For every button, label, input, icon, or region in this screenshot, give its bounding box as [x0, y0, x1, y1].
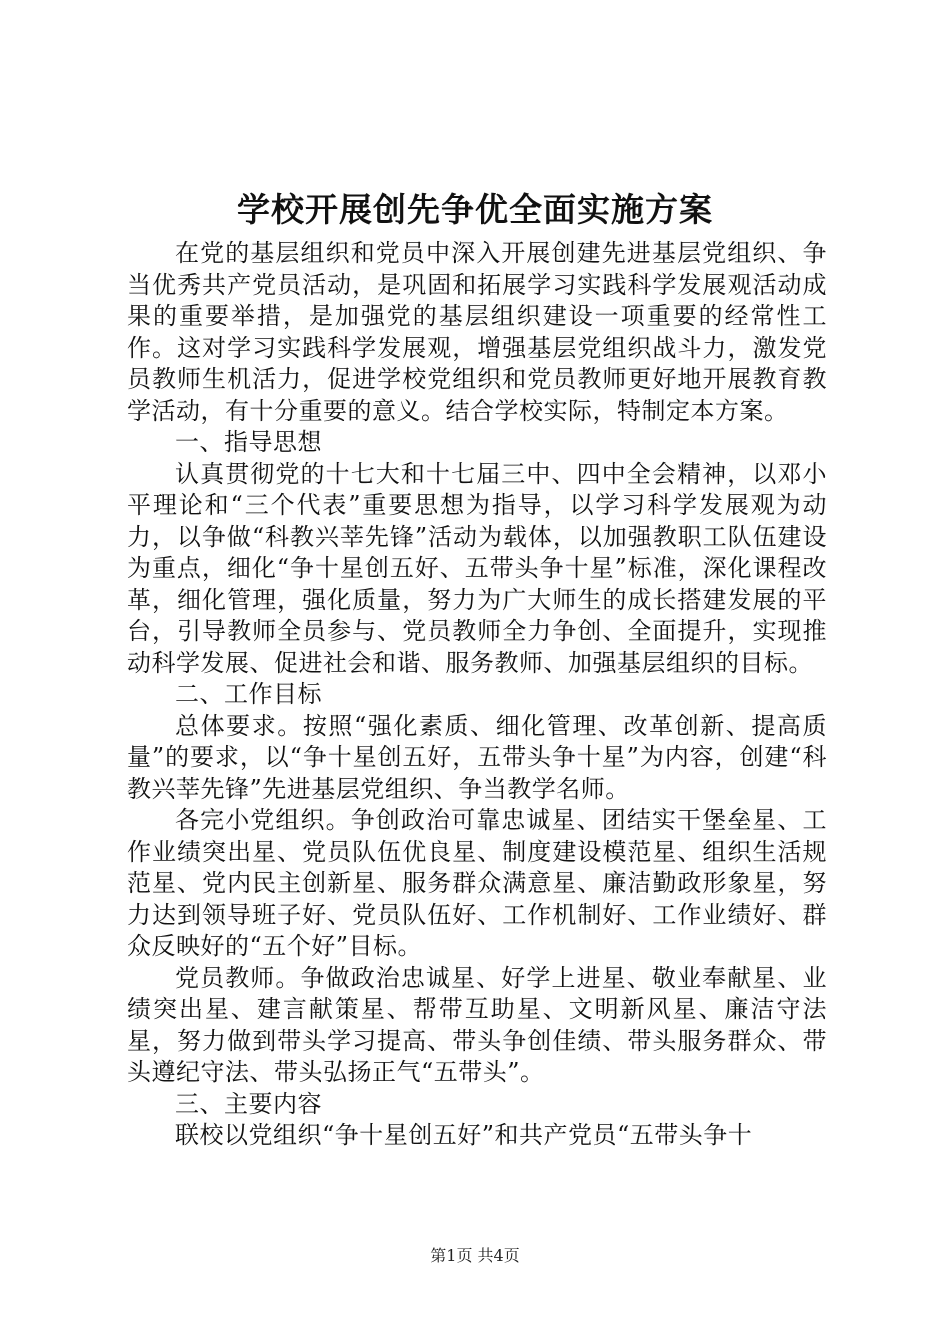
document-body: [127, 238, 827, 1152]
paragraph-guiding-thought: 认真贯彻党的十七大和十七届三中、四中全会精神，以邓小平理论和“三个代表”重要思想为指导，以学习科学发展观为动力，以争做“科教兴莘先锋”活动为载体，以加强教职工队伍建设为重点，细化“争十星创五好、五带头争十星”标准，深化课程改革，细化管理，强化质量，努力为广大师生的成长搭建发展的平台，引导教师全员参与、党员教师全力争创、全面提升，实现推动科学发展、促进社会和谐、服务教师、加强基层组织的目标。: [127, 459, 827, 677]
paragraph-overall-requirements: 总体要求。按照“强化素质、细化管理、改革创新、提高质量”的要求，以“争十星创五好，五带头争十星”为内容，创建“科教兴莘先锋”先进基层党组织、争当教学名师。: [127, 711, 827, 803]
page-number-footer: 第1页 共4页: [430, 1246, 520, 1265]
section-heading-main-content: 三、主要内容: [175, 1089, 322, 1118]
section-heading-work-goals: 二、工作目标: [175, 680, 322, 708]
paragraph-party-teachers: 党员教师。争做政治忠诚星、好学上进星、敬业奉献星、业绩突出星、建言献策星、帮带互助星、文明新风星、廉洁守法星，努力做到带头学习提高、带头争创佳绩、带头服务群众、带头遵纪守法、带头弘扬正气“五带头”。: [127, 963, 827, 1086]
section-heading-guiding-thought: 一、指导思想: [175, 428, 322, 456]
document-title: 学校开展创先争优全面实施方案: [237, 190, 713, 229]
paragraph-main-content: 联校以党组织“争十星创五好”和共产党员“五带头争十: [175, 1121, 753, 1149]
paragraph-party-organizations: 各完小党组织。争创政治可靠忠诚星、团结实干堡垒星、工作业绩突出星、党员队伍优良星、制度建设模范星、组织生活规范星、党内民主创新星、服务群众满意星、廉洁勤政形象星，努力达到领导班子好、党员队伍好、工作机制好、工作业绩好、群众反映好的“五个好”目标。: [127, 806, 827, 960]
paragraph-intro: 在党的基层组织和党员中深入开展创建先进基层党组织、争当优秀共产党员活动，是巩固和拓展学习实践科学发展观活动成果的重要举措，是加强党的基层组织建设一项重要的经常性工作。这对学习实践科学发展观，增强基层党组织战斗力，激发党员教师生机活力，促进学校党组织和党员教师更好地开展教育教学活动，有十分重要的意义。结合学校实际，特制定本方案。: [127, 239, 827, 425]
